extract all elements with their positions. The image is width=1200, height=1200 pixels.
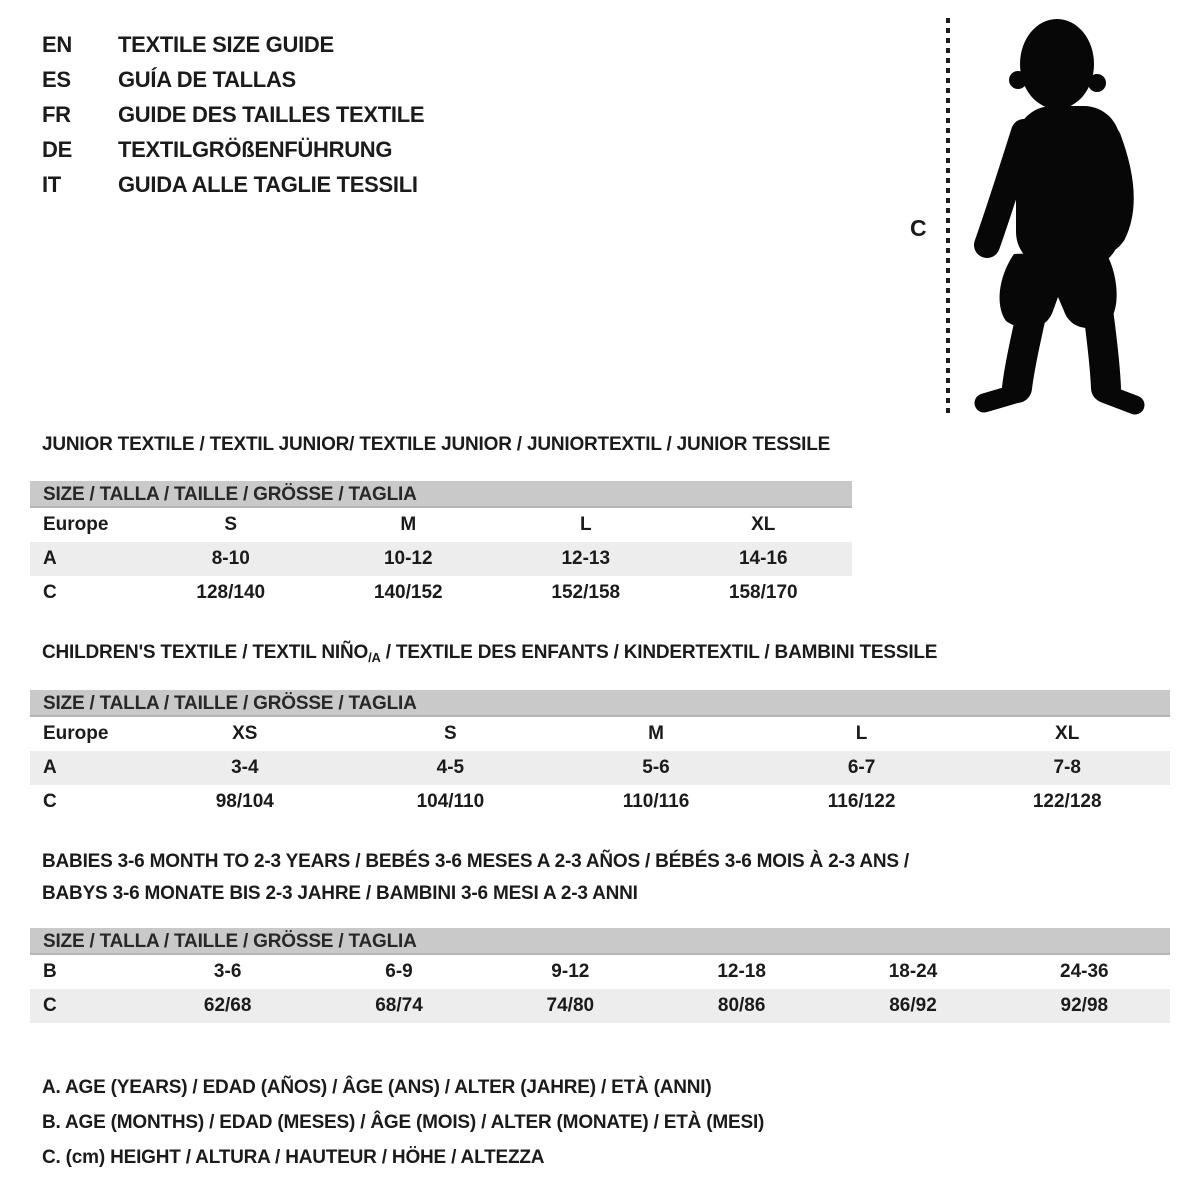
table-row-sizes [30,508,852,542]
language-row [42,139,424,161]
table-row-height [30,989,1170,1023]
table-row-age [30,542,852,576]
height-cell: 62/68 [203,995,252,1016]
language-row [42,104,424,126]
row-label: B [43,961,57,982]
size-cell: XL [751,514,776,535]
height-cell: 158/170 [728,582,798,603]
height-cell: 68/74 [375,995,423,1016]
size-cell: M [648,723,664,744]
table-row-sizes [30,717,1170,751]
months-cell: 24-36 [1060,961,1109,982]
legend-age-months: B. AGE (MONTHS) / EDAD (MESES) / ÂGE (MOIS) / ALTER (MONATE) / ETÀ (MESI) [42,1112,765,1133]
height-cell: 110/116 [622,791,690,812]
age-cell: 7-8 [1053,757,1081,778]
guide-title: TEXTILE SIZE GUIDE [118,32,334,57]
table-row-height [30,576,852,610]
age-cell: 4-5 [436,757,465,778]
size-cell: L [579,514,592,535]
legend-age-years: A. AGE (YEARS) / EDAD (AÑOS) / ÂGE (ANS) / ALTER (JAHRE) / ETÀ (ANNI) [42,1077,712,1098]
months-cell: 3-6 [213,961,242,982]
babies-heading-line1: BABIES 3-6 MONTH TO 2-3 YEARS / BEBÉS 3-6 MESES A 2-3 AÑOS / BÉBÉS 3-6 MOIS À 2-3 ANS / [42,851,910,872]
height-measure-figure [900,0,1200,430]
language-code: DE [42,137,72,162]
row-label: C [43,582,57,603]
children-heading-post: / TEXTILE DES ENFANTS / KINDERTEXTIL / BAMBINI TESSILE [380,642,938,663]
size-cell: XL [1055,723,1080,744]
language-code: IT [42,172,61,197]
language-code: FR [42,102,71,127]
size-cell: S [224,514,238,535]
height-dashed-line-icon [946,18,950,414]
language-code: EN [42,32,72,57]
junior-section-heading: JUNIOR TEXTILE / TEXTIL JUNIOR/ TEXTILE JUNIOR / JUNIORTEXTIL / JUNIOR TESSILE [42,434,831,455]
row-label: C [43,791,57,812]
age-cell: 8-10 [211,548,250,569]
height-cell: 122/128 [1032,791,1102,812]
months-cell: 9-12 [551,961,590,982]
row-label: A [43,548,57,569]
guide-title: GUÍA DE TALLAS [118,67,296,92]
guide-title: GUIDA ALLE TAGLIE TESSILI [118,172,418,197]
size-header-bar: SIZE / TALLA / TAILLE / GRÖSSE / TAGLIA [30,928,1170,955]
height-cell: 92/98 [1060,995,1109,1016]
height-cell: 98/104 [215,791,274,812]
table-row-months [30,955,1170,989]
size-cell: XS [232,723,258,744]
age-cell: 12-13 [561,548,611,569]
guide-title: TEXTILGRÖßENFÜHRUNG [118,137,393,162]
age-cell: 5-6 [642,757,670,778]
age-cell: 3-4 [231,757,259,778]
months-cell: 18-24 [888,961,938,982]
legend-height-cm: C. (cm) HEIGHT / ALTURA / HAUTEUR / HÖHE / ALTEZZA [42,1147,545,1168]
height-cell: 86/92 [889,995,937,1016]
size-cell: S [444,723,457,744]
months-cell: 6-9 [385,961,413,982]
babies-size-table [30,928,1170,1023]
table-row-age [30,751,1170,785]
row-label: Europe [43,514,109,535]
size-header-bar: SIZE / TALLA / TAILLE / GRÖSSE / TAGLIA [30,481,852,508]
row-label: A [43,757,57,778]
row-label: Europe [43,723,109,744]
height-cell: 74/80 [546,995,595,1016]
language-title-list [42,34,424,209]
age-cell: 14-16 [738,548,788,569]
height-cell: 116/122 [827,791,896,812]
babies-heading-line2: BABYS 3-6 MONATE BIS 2-3 JAHRE / BAMBINI 3-6 MESI A 2-3 ANNI [42,883,638,904]
guide-title: GUIDE DES TAILLES TEXTILE [118,102,425,127]
size-cell: L [855,723,868,744]
children-heading-sub: /A [368,650,381,665]
language-code: ES [42,67,71,92]
height-cell: 128/140 [196,582,266,603]
language-row [42,34,424,56]
junior-size-table [30,481,852,610]
height-cell: 80/86 [717,995,766,1016]
babies-section-heading [42,846,1142,910]
height-cell: 140/152 [373,582,443,603]
age-cell: 10-12 [383,548,433,569]
table-row-height [30,785,1170,819]
toddler-silhouette-icon [960,10,1190,418]
children-section-heading [42,642,937,669]
children-size-table [30,690,1170,819]
months-cell: 12-18 [717,961,766,982]
height-cell: 104/110 [416,791,485,812]
size-header-bar: SIZE / TALLA / TAILLE / GRÖSSE / TAGLIA [30,690,1170,717]
row-label: C [43,995,57,1016]
language-row [42,69,424,91]
measure-legend [42,1070,764,1175]
age-cell: 6-7 [847,757,876,778]
height-measure-label: C [910,215,927,241]
height-cell: 152/158 [551,582,621,603]
language-row [42,174,424,196]
size-cell: M [400,514,417,535]
children-heading-pre: CHILDREN'S TEXTILE / TEXTIL NIÑO [42,642,369,663]
